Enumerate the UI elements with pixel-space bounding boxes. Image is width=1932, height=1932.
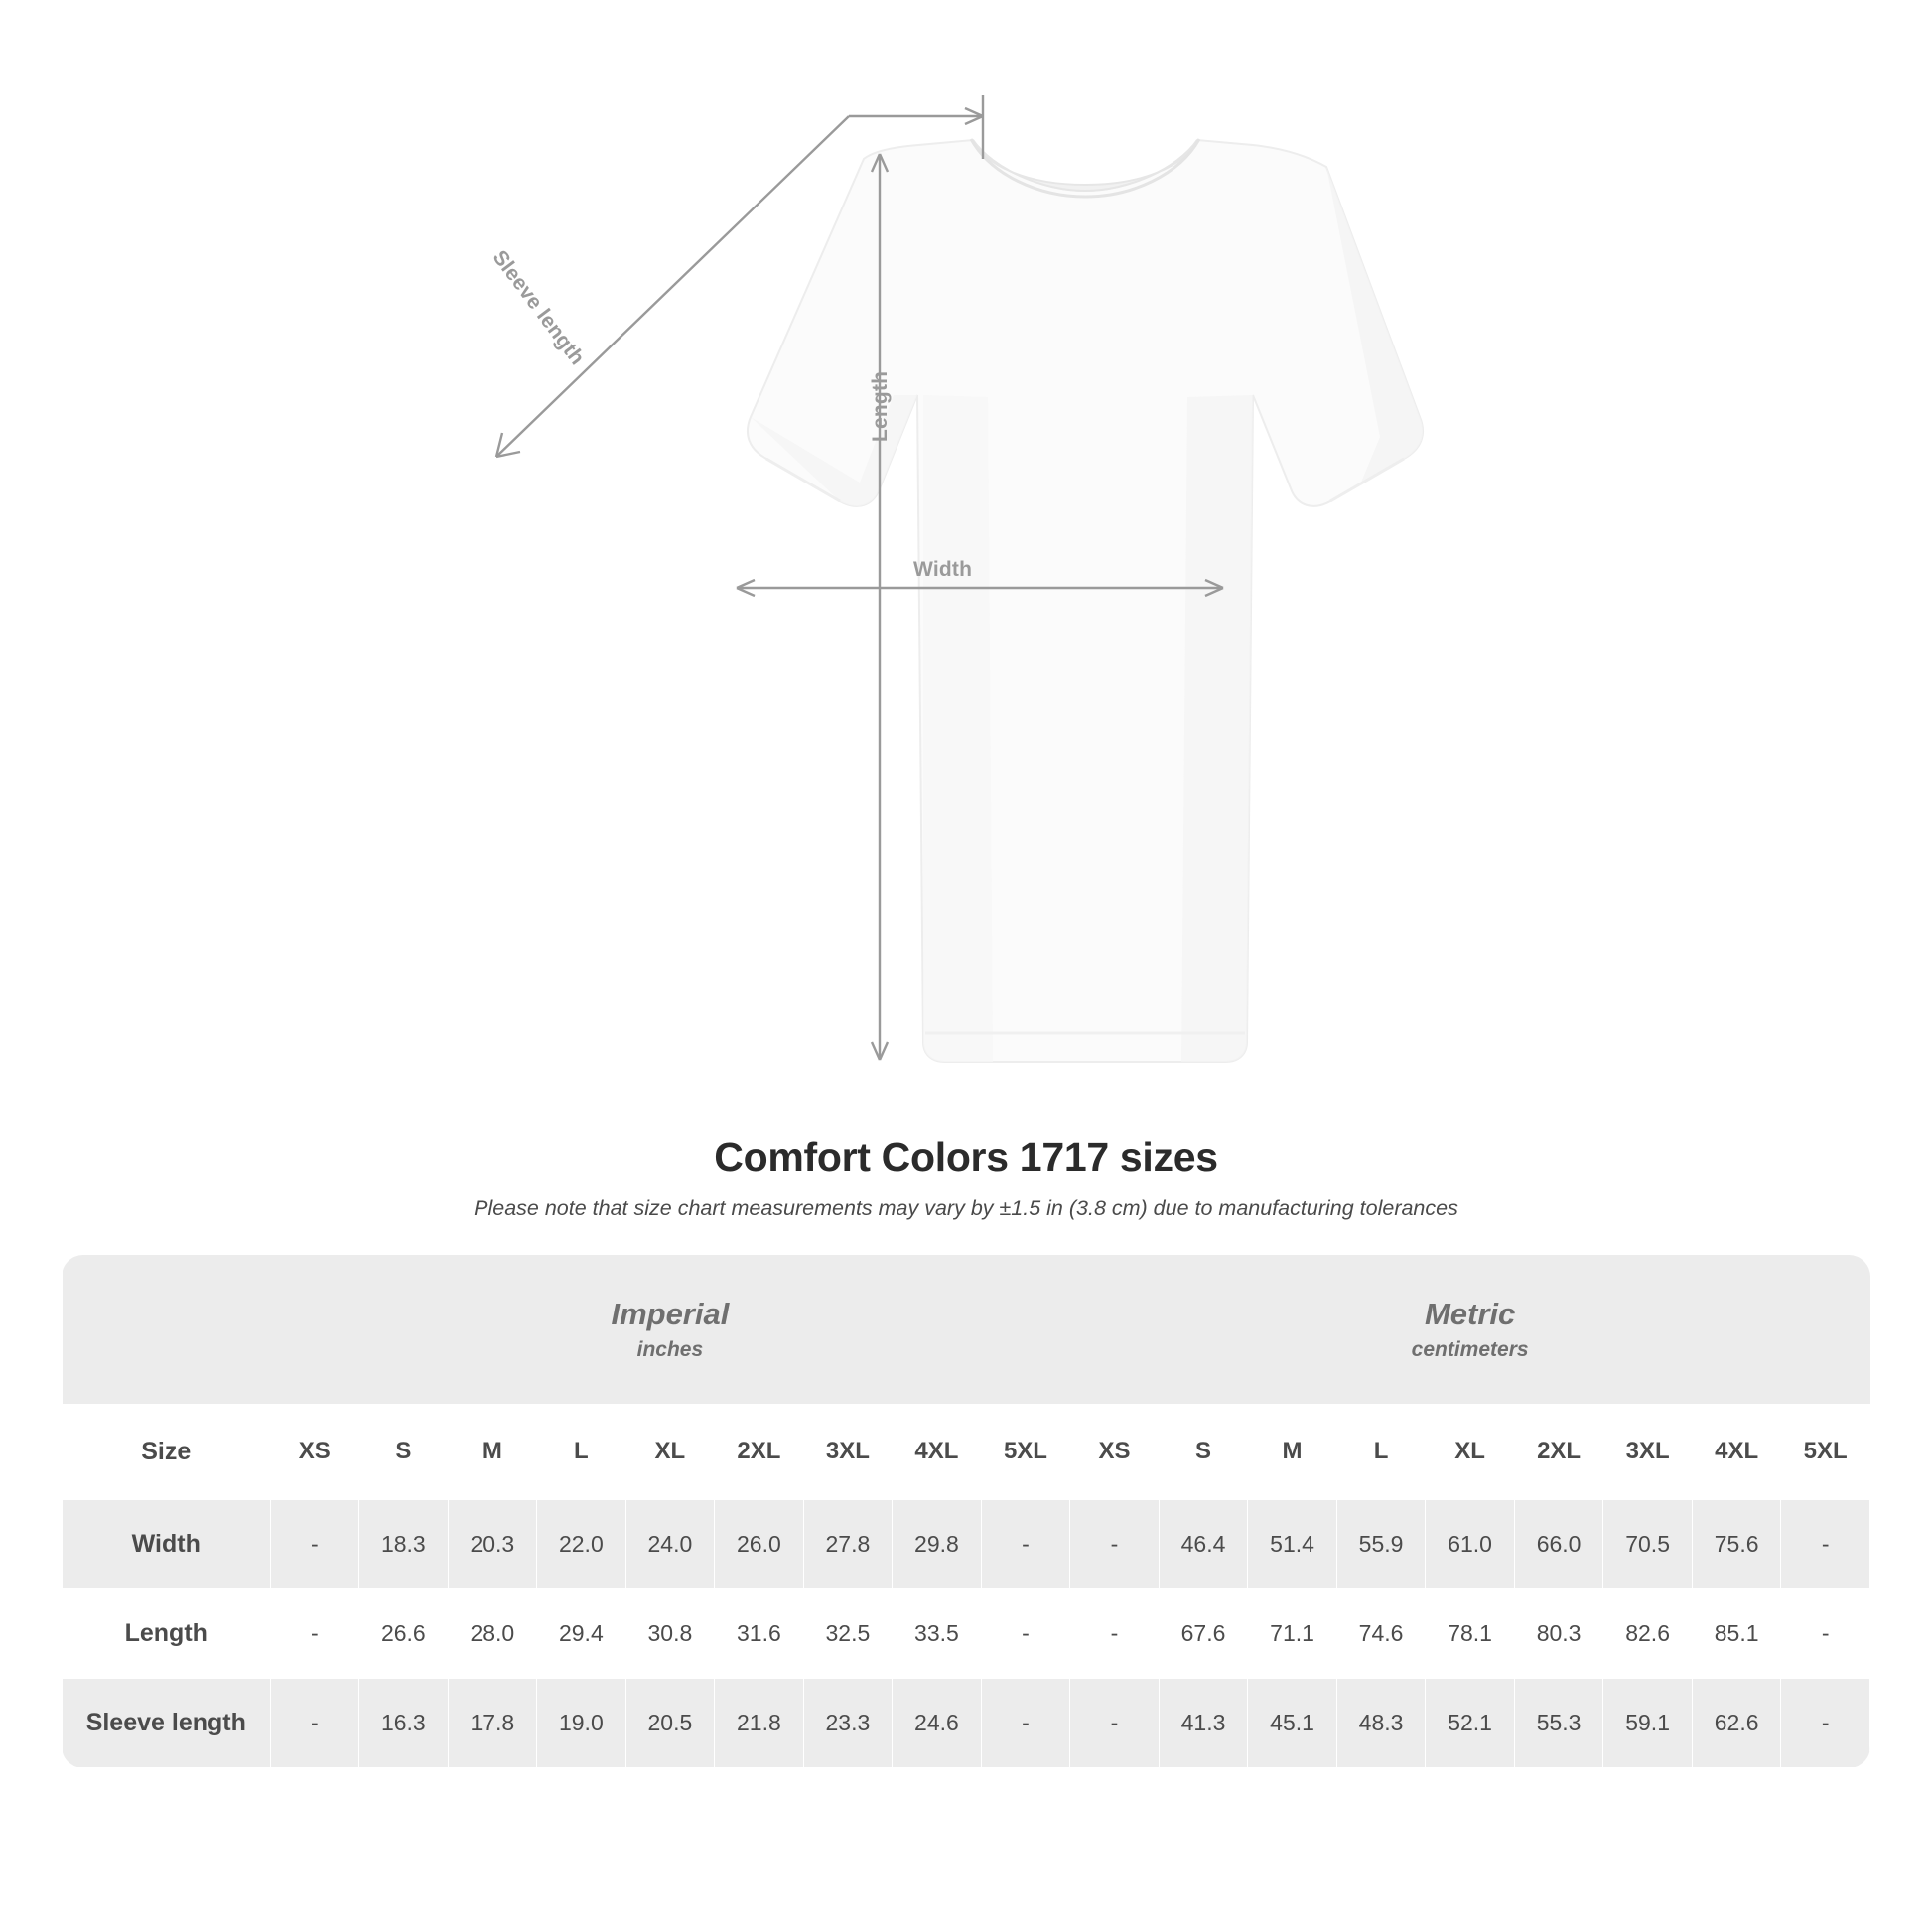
sleeve-length-dimension-label: Sleeve length <box>487 246 590 370</box>
cell-imperial-width-5xl: - <box>981 1499 1070 1588</box>
size-header-metric-xl: XL <box>1426 1404 1515 1499</box>
cell-metric-sleeve-length-3xl: 59.1 <box>1603 1678 1693 1767</box>
row-label-length: Length <box>63 1588 271 1678</box>
cell-imperial-length-m: 28.0 <box>448 1588 537 1678</box>
cell-metric-length-m: 71.1 <box>1248 1588 1337 1678</box>
size-header-imperial-xl: XL <box>625 1404 715 1499</box>
cell-metric-width-4xl: 75.6 <box>1692 1499 1781 1588</box>
cell-imperial-sleeve-length-m: 17.8 <box>448 1678 537 1767</box>
unit-sub-metric: centimeters <box>1411 1338 1529 1362</box>
size-header-metric-m: M <box>1248 1404 1337 1499</box>
tolerance-note: Please note that size chart measurements may vary by ±1.5 in (3.8 cm) due to manufacturing tolerances <box>474 1196 1458 1220</box>
cell-imperial-width-s: 18.3 <box>359 1499 449 1588</box>
cell-metric-width-5xl: - <box>1781 1499 1870 1588</box>
title-block <box>0 1134 1932 1221</box>
cell-metric-sleeve-length-2xl: 55.3 <box>1514 1678 1603 1767</box>
size-header-label: Size <box>63 1404 271 1499</box>
size-header-row <box>63 1404 1870 1499</box>
unit-header-metric <box>1070 1255 1870 1404</box>
unit-header-row <box>63 1255 1870 1404</box>
cell-imperial-sleeve-length-2xl: 21.8 <box>715 1678 804 1767</box>
unit-name-imperial: Imperial <box>611 1297 730 1332</box>
row-label-sleeve-length: Sleeve length <box>63 1678 271 1767</box>
page-title: Comfort Colors 1717 sizes <box>714 1134 1218 1179</box>
cell-imperial-length-xs: - <box>270 1588 359 1678</box>
size-header-imperial-m: M <box>448 1404 537 1499</box>
cell-imperial-sleeve-length-4xl: 24.6 <box>893 1678 982 1767</box>
cell-imperial-length-3xl: 32.5 <box>803 1588 893 1678</box>
size-header-imperial-4xl: 4XL <box>893 1404 982 1499</box>
cell-metric-width-3xl: 70.5 <box>1603 1499 1693 1588</box>
cell-metric-sleeve-length-xs: - <box>1070 1678 1160 1767</box>
cell-imperial-length-xl: 30.8 <box>625 1588 715 1678</box>
cell-imperial-width-m: 20.3 <box>448 1499 537 1588</box>
cell-metric-length-4xl: 85.1 <box>1692 1588 1781 1678</box>
cell-metric-sleeve-length-4xl: 62.6 <box>1692 1678 1781 1767</box>
cell-metric-width-l: 55.9 <box>1336 1499 1426 1588</box>
cell-metric-length-s: 67.6 <box>1159 1588 1248 1678</box>
cell-metric-sleeve-length-5xl: - <box>1781 1678 1870 1767</box>
cell-metric-sleeve-length-xl: 52.1 <box>1426 1678 1515 1767</box>
size-header-imperial-3xl: 3XL <box>803 1404 893 1499</box>
size-header-metric-l: L <box>1336 1404 1426 1499</box>
unit-name-metric: Metric <box>1424 1297 1516 1332</box>
cell-metric-length-5xl: - <box>1781 1588 1870 1678</box>
width-dimension-label: Width <box>913 558 973 581</box>
cell-metric-sleeve-length-s: 41.3 <box>1159 1678 1248 1767</box>
cell-metric-length-3xl: 82.6 <box>1603 1588 1693 1678</box>
cell-imperial-sleeve-length-5xl: - <box>981 1678 1070 1767</box>
cell-imperial-length-4xl: 33.5 <box>893 1588 982 1678</box>
size-header-metric-4xl: 4XL <box>1692 1404 1781 1499</box>
cell-imperial-width-l: 22.0 <box>537 1499 626 1588</box>
cell-imperial-width-4xl: 29.8 <box>893 1499 982 1588</box>
cell-imperial-width-xl: 24.0 <box>625 1499 715 1588</box>
unit-sub-imperial: inches <box>636 1338 704 1362</box>
cell-metric-width-xs: - <box>1070 1499 1160 1588</box>
row-label-width: Width <box>63 1499 271 1588</box>
cell-imperial-sleeve-length-s: 16.3 <box>359 1678 449 1767</box>
cell-imperial-width-2xl: 26.0 <box>715 1499 804 1588</box>
size-header-imperial-l: L <box>537 1404 626 1499</box>
tshirt-shape <box>748 139 1423 1062</box>
size-table <box>62 1255 1870 1768</box>
cell-metric-length-xl: 78.1 <box>1426 1588 1515 1678</box>
table-row <box>63 1499 1870 1588</box>
size-header-imperial-s: S <box>359 1404 449 1499</box>
cell-metric-width-s: 46.4 <box>1159 1499 1248 1588</box>
size-table-body <box>63 1499 1870 1767</box>
size-header-metric-2xl: 2XL <box>1514 1404 1603 1499</box>
cell-imperial-sleeve-length-3xl: 23.3 <box>803 1678 893 1767</box>
cell-imperial-length-5xl: - <box>981 1588 1070 1678</box>
cell-imperial-sleeve-length-l: 19.0 <box>537 1678 626 1767</box>
table-row <box>63 1588 1870 1678</box>
cell-imperial-sleeve-length-xl: 20.5 <box>625 1678 715 1767</box>
size-header-imperial-2xl: 2XL <box>715 1404 804 1499</box>
cell-imperial-length-s: 26.6 <box>359 1588 449 1678</box>
size-header-metric-5xl: 5XL <box>1781 1404 1870 1499</box>
cell-metric-width-m: 51.4 <box>1248 1499 1337 1588</box>
size-header-imperial-xs: XS <box>270 1404 359 1499</box>
cell-metric-width-2xl: 66.0 <box>1514 1499 1603 1588</box>
cell-metric-sleeve-length-l: 48.3 <box>1336 1678 1426 1767</box>
cell-imperial-width-3xl: 27.8 <box>803 1499 893 1588</box>
size-header-metric-s: S <box>1159 1404 1248 1499</box>
cell-imperial-length-2xl: 31.6 <box>715 1588 804 1678</box>
size-header-imperial-5xl: 5XL <box>981 1404 1070 1499</box>
unit-header-spacer <box>63 1255 271 1404</box>
cell-metric-length-2xl: 80.3 <box>1514 1588 1603 1678</box>
cell-metric-sleeve-length-m: 45.1 <box>1248 1678 1337 1767</box>
size-header-metric-3xl: 3XL <box>1603 1404 1693 1499</box>
cell-imperial-length-l: 29.4 <box>537 1588 626 1678</box>
size-table-wrapper <box>62 1255 1870 1768</box>
cell-metric-length-l: 74.6 <box>1336 1588 1426 1678</box>
cell-metric-length-xs: - <box>1070 1588 1160 1678</box>
size-header-metric-xs: XS <box>1070 1404 1160 1499</box>
unit-header-imperial <box>270 1255 1070 1404</box>
cell-metric-width-xl: 61.0 <box>1426 1499 1515 1588</box>
cell-imperial-sleeve-length-xs: - <box>270 1678 359 1767</box>
table-row <box>63 1678 1870 1767</box>
length-dimension-label: Length <box>869 370 892 442</box>
cell-imperial-width-xs: - <box>270 1499 359 1588</box>
